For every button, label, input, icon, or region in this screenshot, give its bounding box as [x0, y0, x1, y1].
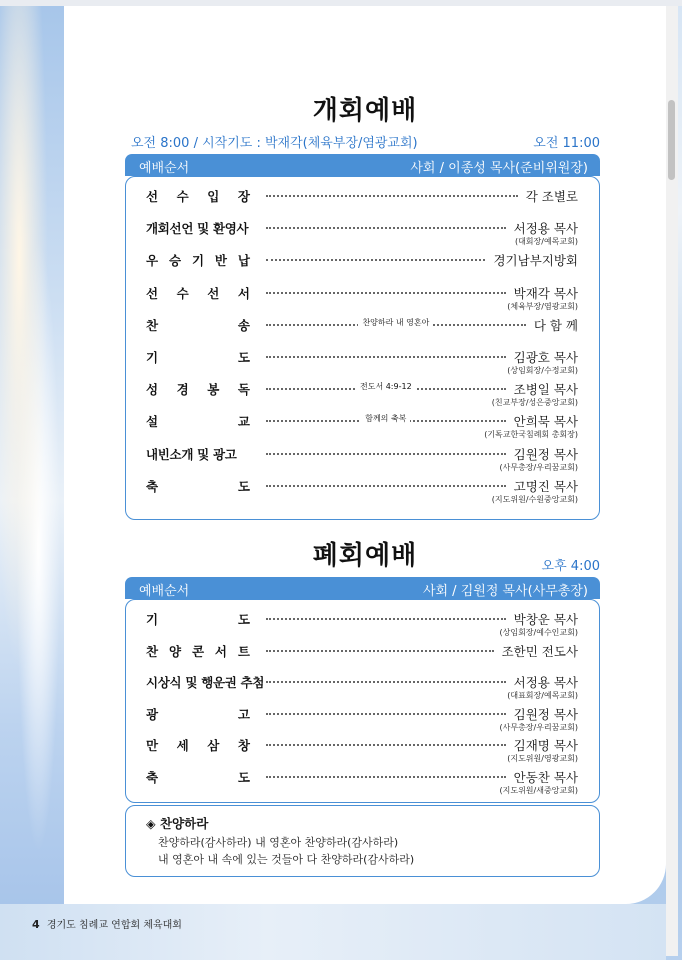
- sky-bottom-band: [0, 904, 666, 960]
- program-item-affiliation: (사무총장/우리꿈교회): [499, 722, 578, 732]
- opening-order-banner: [125, 154, 600, 176]
- hymn-box: [125, 805, 600, 877]
- leader-dots: [266, 292, 506, 294]
- opening-order-label: 예배순서: [139, 161, 190, 176]
- hymn-line-1: 찬양하라(감사하라) 내 영혼아 찬양하라(감사하라): [158, 836, 399, 849]
- leader-dots: [266, 776, 506, 778]
- program-row: [146, 219, 578, 249]
- leader-dots: [266, 227, 506, 229]
- program-item-label: 성 경 봉 독: [146, 382, 250, 398]
- program-row: [146, 412, 578, 442]
- program-item-leader: 김원정 목사: [513, 446, 578, 462]
- closing-title: 폐회예배: [312, 541, 418, 571]
- program-item-leader: 각 조별로: [525, 189, 578, 204]
- program-item-label: 축 도: [146, 769, 250, 785]
- opening-title: 개회예배: [312, 96, 418, 126]
- program-item-leader: 김광호 목사: [513, 350, 578, 365]
- program-item-leader: 안동찬 목사: [513, 769, 578, 785]
- leader-dots: [266, 453, 506, 455]
- page-number: 4: [32, 918, 40, 931]
- program-item-label: 기 도: [146, 612, 250, 627]
- closing-time: 오후 4:00: [541, 559, 600, 574]
- diamond-icon: ◈: [146, 816, 156, 831]
- program-item-label: 시상식 및 행운권 추첨: [146, 675, 265, 690]
- program-item-affiliation: (기독교한국침례회 총회장): [484, 430, 578, 440]
- program-item-label: 설 교: [146, 414, 250, 430]
- leader-dots: [266, 259, 485, 261]
- program-item-leader: 다 함 께: [533, 317, 578, 333]
- program-item-leader: 조한민 전도사: [501, 643, 578, 659]
- program-row: [146, 348, 578, 378]
- program-item-leader: 조병일 목사: [513, 382, 578, 398]
- program-row: [146, 187, 578, 217]
- program-item-label: 선 수 입 장: [146, 189, 250, 204]
- leader-dots: [266, 650, 494, 652]
- program-item-label: 기 도: [146, 350, 250, 365]
- program-row: [146, 380, 578, 410]
- program-item-affiliation: (지도위원/수원중앙교회): [491, 494, 578, 504]
- program-item-label: 찬 송: [146, 317, 250, 333]
- opening-time-start: 오전 8:00 / 시작기도 : 박재각(체육부장/염광교회): [131, 136, 418, 151]
- program-row: [146, 251, 578, 281]
- hymn-line-2: 내 영혼아 내 속에 있는 것들아 다 찬양하라(감사하라): [158, 853, 415, 866]
- program-item-affiliation: (사무총장/우리꿈교회): [499, 462, 578, 472]
- scrollbar-thumb[interactable]: [668, 100, 675, 180]
- program-item-affiliation: (대회장/예목교회): [514, 237, 578, 247]
- program-item-label: 우 승 기 반 납: [146, 253, 250, 269]
- program-row: [146, 642, 578, 672]
- program-item-label: 축 도: [146, 478, 250, 494]
- opening-host: 사회 / 이종성 목사(준비위원장): [410, 161, 588, 176]
- program-item-affiliation: (대표회장/예목교회): [507, 691, 578, 700]
- program-item-leader: 김재명 목사: [513, 738, 578, 753]
- program-row: [146, 284, 578, 314]
- program-row: [146, 673, 578, 703]
- program-item-affiliation: (상임회장/예수인교회): [499, 628, 578, 637]
- program-row: [146, 610, 578, 640]
- hymn-title: 찬양하라: [159, 816, 209, 831]
- program-item-leader: 박재각 목사: [513, 285, 578, 301]
- footer-text: 경기도 침례교 연합회 체육대회: [46, 920, 182, 931]
- opening-time-end: 오전 11:00: [533, 136, 600, 151]
- leader-dots: [266, 744, 506, 746]
- closing-order-banner: [125, 577, 600, 599]
- program-item-label: 개회선언 및 환영사: [146, 221, 249, 237]
- program-item-label: 선 수 선 서: [146, 285, 250, 301]
- program-item-affiliation: (친교부장/성은중앙교회): [491, 398, 578, 408]
- closing-program-box: [125, 599, 600, 803]
- program-item-label: 광 고: [146, 706, 250, 722]
- leader-dots: [266, 681, 506, 683]
- program-row: [146, 445, 578, 475]
- program-item-detail: 전도서 4:9-12: [356, 381, 416, 392]
- program-item-leader: 고명진 목사: [513, 478, 578, 494]
- closing-order-label: 예배순서: [139, 584, 190, 599]
- program-item-leader: 서정용 목사: [513, 221, 578, 237]
- page-footer: [32, 916, 182, 931]
- hymn-heading: [146, 814, 208, 832]
- leader-dots: [266, 356, 506, 358]
- program-item-detail: 함께의 축복: [361, 413, 410, 424]
- program-row: [146, 316, 578, 346]
- opening-program-box: [125, 176, 600, 520]
- leader-dots: [266, 195, 518, 197]
- sky-background: [0, 6, 64, 906]
- program-item-leader: 안희묵 목사: [513, 414, 578, 430]
- program-row: [146, 705, 578, 735]
- program-item-label: 만 세 삼 창: [146, 738, 250, 753]
- program-row: [146, 736, 578, 766]
- leader-dots: [266, 485, 506, 487]
- program-item-leader: 경기남부지방회: [493, 253, 578, 269]
- program-item-label: 찬 양 콘 서 트: [146, 643, 250, 659]
- program-item-affiliation: (상임회장/수정교회): [507, 366, 578, 375]
- program-row: [146, 477, 578, 507]
- program-item-affiliation: (지도위원/영광교회): [507, 754, 578, 763]
- leader-dots: [266, 713, 506, 715]
- program-item-leader: 박창운 목사: [513, 612, 578, 627]
- program-item-affiliation: (지도위원/새중앙교회): [499, 785, 578, 795]
- program-item-detail: 찬양하라 내 영혼아: [358, 317, 433, 328]
- program-item-leader: 김원정 목사: [513, 706, 578, 722]
- closing-host: 사회 / 김원정 목사(사무총장): [422, 584, 588, 599]
- program-item-label: 내빈소개 및 광고: [146, 446, 237, 462]
- leader-dots: [266, 618, 506, 620]
- program-row: [146, 768, 578, 798]
- program-item-affiliation: (체육부장/염광교회): [507, 301, 578, 311]
- program-item-leader: 서정용 목사: [513, 675, 578, 690]
